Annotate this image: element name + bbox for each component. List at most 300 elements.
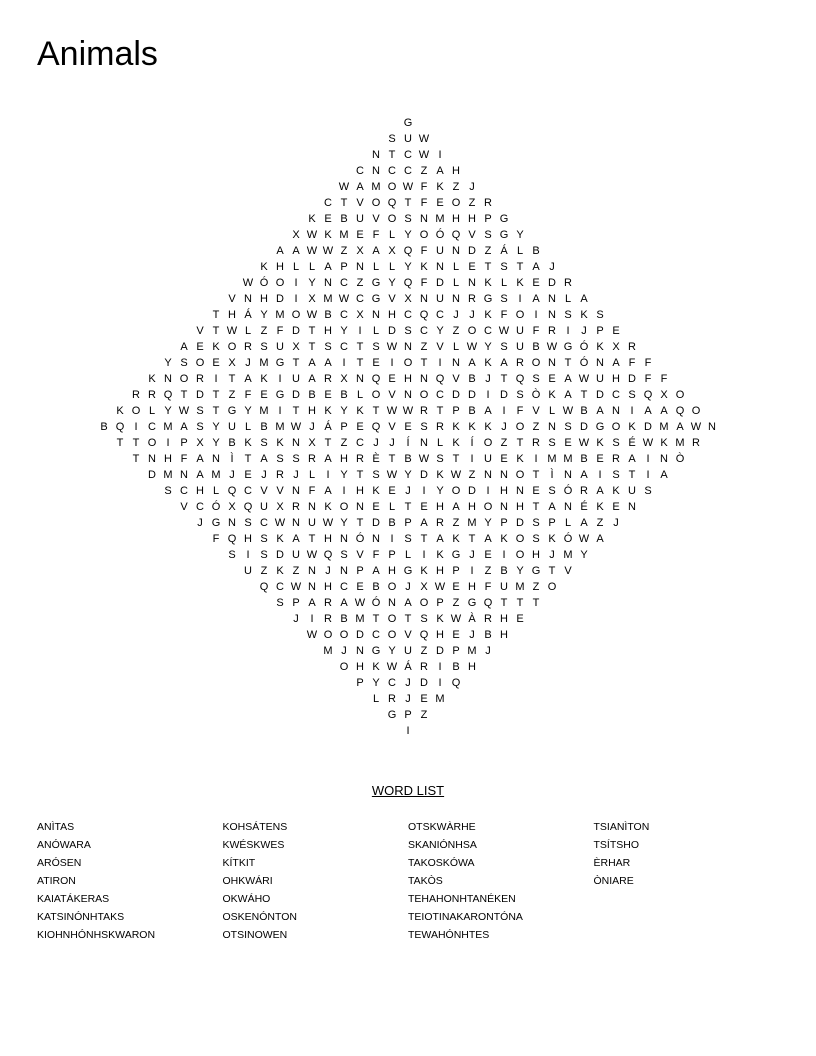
grid-letter: T [212,325,220,337]
grid-letter: N [500,501,508,513]
grid-letter: E [484,549,492,561]
grid-letter: U [276,341,284,353]
grid-letter: X [228,501,236,513]
grid-letter: B [468,405,476,417]
grid-letter: H [452,213,460,225]
grid-letter: G [387,709,397,721]
grid-letter: K [372,661,380,673]
grid-letter: H [500,613,508,625]
grid-letter: S [244,517,252,529]
grid-row [0,339,816,355]
grid-letter: K [660,437,668,449]
grid-letter: C [340,341,348,353]
grid-letter: G [275,357,285,369]
grid-letter: I [214,373,218,385]
grid-letter: N [164,373,172,385]
grid-letter: E [420,501,428,513]
grid-letter: B [532,245,540,257]
grid-letter: Y [484,517,492,529]
grid-letter: F [212,533,220,545]
grid-letter: I [486,389,490,401]
grid-letter: Z [228,389,236,401]
grid-letter: H [436,629,444,641]
grid-letter: H [468,213,476,225]
grid-letter: N [356,261,364,273]
grid-letter: I [422,549,426,561]
grid-letter: J [549,549,555,561]
grid-letter: D [644,421,652,433]
word-list-item: OTSKWÀRHE [408,821,476,833]
grid-letter: R [484,197,492,209]
grid-letter: W [466,341,478,353]
grid-letter: N [452,245,460,257]
grid-letter: W [450,469,462,481]
grid-letter: K [596,501,604,513]
grid-letter: K [484,421,492,433]
grid-letter: W [386,405,398,417]
grid-letter: E [596,453,604,465]
grid-letter: O [371,197,381,209]
grid-letter: S [596,309,604,321]
grid-letter: O [339,501,349,513]
grid-letter: A [580,469,588,481]
grid-letter: T [212,309,220,321]
grid-letter: T [516,261,524,273]
grid-row [0,323,816,339]
grid-letter: A [356,181,364,193]
grid-letter: B [580,405,588,417]
grid-letter: J [405,677,411,689]
grid-letter: R [628,341,636,353]
grid-row [0,595,816,611]
grid-letter: F [420,277,428,289]
grid-letter: X [612,341,620,353]
grid-letter: O [371,389,381,401]
grid-letter: X [276,501,284,513]
grid-letter: I [326,469,330,481]
grid-letter: J [261,469,267,481]
grid-letter: S [532,533,540,545]
grid-letter: P [452,405,460,417]
grid-letter: K [212,341,220,353]
grid-letter: Y [436,485,444,497]
grid-letter: K [356,405,364,417]
grid-letter: E [420,693,428,705]
grid-letter: U [516,325,524,337]
grid-letter: T [180,389,188,401]
grid-letter: D [276,549,284,561]
grid-letter: F [180,453,188,465]
grid-letter: E [372,357,380,369]
grid-letter: E [532,277,540,289]
grid-letter: R [324,373,332,385]
grid-letter: O [675,389,685,401]
grid-letter: N [596,357,604,369]
grid-letter: S [404,325,412,337]
page-title: Animals [37,35,158,73]
grid-letter: N [148,453,156,465]
grid-letter: G [499,229,509,241]
grid-letter: N [452,357,460,369]
grid-letter: Q [163,389,173,401]
grid-letter: K [436,613,444,625]
grid-letter: G [467,597,477,609]
grid-letter: A [308,597,316,609]
grid-letter: H [276,261,284,273]
grid-letter: X [292,341,300,353]
grid-letter: R [132,389,140,401]
grid-letter: C [356,165,364,177]
grid-letter: N [388,597,396,609]
grid-letter: O [451,197,461,209]
grid-letter: B [100,421,108,433]
word-list-item: TEIOTINAKARONTÓNA [408,911,523,923]
grid-letter: H [500,629,508,641]
grid-letter: K [612,485,620,497]
word-list-item: ARÓSEN [37,857,82,869]
grid-letter: V [532,405,540,417]
grid-letter: F [244,389,252,401]
grid-letter: D [196,389,204,401]
grid-letter: L [564,293,572,305]
grid-letter: P [452,645,460,657]
grid-letter: F [420,197,428,209]
grid-letter: W [306,549,318,561]
grid-letter: F [276,325,284,337]
grid-letter: V [388,389,396,401]
grid-letter: A [404,597,412,609]
grid-letter: C [388,165,396,177]
grid-letter: M [515,581,525,593]
grid-letter: Y [164,405,172,417]
grid-letter: Q [403,277,413,289]
grid-letter: D [468,245,476,257]
grid-letter: D [276,293,284,305]
grid-letter: J [373,437,379,449]
grid-letter: I [278,405,282,417]
grid-letter: P [404,709,412,721]
grid-letter: I [246,549,250,561]
grid-letter: M [467,517,477,529]
grid-letter: B [340,613,348,625]
grid-letter: C [324,197,332,209]
grid-letter: C [372,629,380,641]
grid-letter: U [292,373,300,385]
grid-letter: I [486,485,490,497]
grid-row [0,723,816,739]
grid-letter: K [452,421,460,433]
grid-letter: T [436,405,444,417]
grid-letter: I [358,325,362,337]
grid-letter: Y [372,677,380,689]
grid-letter: Y [404,469,412,481]
grid-row [0,707,816,723]
grid-letter: U [244,565,252,577]
grid-letter: S [564,309,572,321]
grid-letter: S [340,549,348,561]
grid-letter: R [484,613,492,625]
grid-letter: D [388,325,396,337]
grid-row [0,547,816,563]
grid-row [0,483,816,499]
grid-letter: M [563,549,573,561]
grid-letter: W [178,405,190,417]
grid-letter: J [197,517,203,529]
grid-letter: T [356,469,364,481]
grid-letter: W [402,405,414,417]
grid-letter: L [308,261,316,273]
grid-letter: A [436,533,444,545]
grid-letter: A [420,517,428,529]
grid-letter: B [484,629,492,641]
grid-letter: T [132,453,140,465]
grid-letter: I [630,405,634,417]
grid-letter: S [164,485,172,497]
grid-letter: S [372,469,380,481]
grid-letter: I [342,485,346,497]
grid-letter: I [310,613,314,625]
grid-letter: R [324,597,332,609]
grid-letter: F [372,229,380,241]
grid-row [0,243,816,259]
grid-letter: N [548,309,556,321]
grid-row [0,563,816,579]
grid-row [0,259,816,275]
grid-letter: O [515,549,525,561]
grid-letter: Y [484,341,492,353]
grid-letter: T [340,197,348,209]
grid-letter: T [356,357,364,369]
grid-letter: V [356,549,364,561]
grid-letter: V [452,373,460,385]
grid-row [0,275,816,291]
grid-letter: B [388,517,396,529]
grid-row [0,291,816,307]
grid-letter: C [340,581,348,593]
grid-letter: O [483,501,493,513]
grid-letter: A [372,565,380,577]
grid-letter: Z [596,517,604,529]
grid-row [0,659,816,675]
grid-letter: E [356,229,364,241]
grid-letter: C [404,165,412,177]
grid-letter: C [340,277,348,289]
grid-letter: Ì [230,453,234,465]
grid-letter: H [244,533,252,545]
grid-letter: R [612,453,620,465]
grid-letter: E [212,357,220,369]
grid-letter: Ò [675,453,685,465]
grid-letter: E [452,581,460,593]
grid-letter: S [628,389,636,401]
grid-letter: E [356,581,364,593]
grid-letter: A [580,517,588,529]
grid-letter: U [596,373,604,385]
grid-letter: C [356,437,364,449]
grid-letter: B [452,661,460,673]
grid-letter: B [580,453,588,465]
grid-letter: L [244,421,252,433]
grid-letter: K [420,565,428,577]
grid-letter: J [485,645,491,657]
grid-letter: B [500,565,508,577]
grid-letter: D [292,325,300,337]
grid-letter: O [403,357,413,369]
grid-letter: R [548,325,556,337]
grid-letter: V [356,197,364,209]
grid-letter: Z [260,565,268,577]
grid-letter: F [308,485,316,497]
grid-letter: E [500,453,508,465]
grid-letter: Ò [531,389,541,401]
grid-letter: N [436,261,444,273]
grid-letter: S [276,597,284,609]
grid-letter: X [420,581,428,593]
grid-letter: R [516,357,524,369]
grid-letter: T [388,149,396,161]
grid-letter: T [484,261,492,273]
grid-row [0,195,816,211]
grid-letter: Q [259,581,269,593]
grid-letter: L [452,261,460,273]
grid-letter: T [628,469,636,481]
grid-letter: A [612,357,620,369]
grid-letter: I [646,453,650,465]
grid-row [0,499,816,515]
grid-letter: X [308,293,316,305]
grid-letter: A [324,453,332,465]
grid-letter: T [404,613,412,625]
grid-letter: K [276,565,284,577]
grid-letter: D [436,277,444,289]
grid-letter: H [468,661,476,673]
word-list-item: ÒNIARE [593,875,634,887]
grid-row [0,371,816,387]
grid-letter: Z [420,645,428,657]
grid-letter: N [548,293,556,305]
grid-letter: A [196,453,204,465]
grid-letter: S [196,405,204,417]
grid-letter: I [502,405,506,417]
grid-row [0,211,816,227]
grid-letter: Ó [355,533,365,545]
grid-letter: T [500,373,508,385]
grid-letter: N [324,277,332,289]
grid-letter: Ó [563,485,573,497]
grid-letter: X [340,373,348,385]
grid-row [0,403,816,419]
grid-letter: S [532,373,540,385]
grid-row [0,611,816,627]
grid-letter: A [484,533,492,545]
grid-letter: S [260,549,268,561]
grid-letter: N [308,501,316,513]
grid-letter: H [196,485,204,497]
grid-letter: B [340,213,348,225]
grid-letter: G [531,565,541,577]
grid-letter: C [148,421,156,433]
grid-letter: W [274,517,286,529]
grid-letter: M [435,693,445,705]
grid-letter: S [500,261,508,273]
grid-letter: W [418,149,430,161]
grid-letter: R [436,421,444,433]
grid-letter: O [451,485,461,497]
grid-letter: Q [227,533,237,545]
grid-letter: H [324,533,332,545]
grid-letter: Z [340,245,348,257]
grid-letter: X [196,437,204,449]
grid-letter: J [293,469,299,481]
grid-letter: C [388,677,396,689]
grid-letter: N [180,469,188,481]
grid-letter: L [372,261,380,273]
grid-letter: X [308,437,316,449]
grid-letter: H [436,565,444,577]
grid-letter: Q [675,405,685,417]
grid-letter: Q [243,501,253,513]
grid-letter: I [502,549,506,561]
grid-letter: L [308,469,316,481]
grid-letter: G [371,277,381,289]
grid-letter: N [228,517,236,529]
grid-letter: M [323,293,333,305]
grid-letter: T [324,437,332,449]
grid-letter: K [308,213,316,225]
grid-letter: J [293,613,299,625]
grid-row [0,643,816,659]
grid-letter: K [276,533,284,545]
grid-letter: Y [516,565,524,577]
grid-letter: W [418,133,430,145]
grid-letter: Ó [371,597,381,609]
grid-letter: T [548,565,556,577]
grid-letter: T [356,517,364,529]
grid-letter: G [211,517,221,529]
grid-letter: Í [470,437,474,449]
grid-letter: E [452,629,460,641]
grid-letter: M [259,405,269,417]
grid-letter: H [164,453,172,465]
grid-letter: M [371,181,381,193]
grid-letter: F [420,245,428,257]
grid-letter: N [468,277,476,289]
grid-letter: K [148,373,156,385]
grid-row [0,627,816,643]
grid-letter: T [212,389,220,401]
grid-letter: U [404,645,412,657]
grid-letter: L [372,325,380,337]
grid-letter: M [675,437,685,449]
grid-letter: S [404,533,412,545]
grid-row [0,675,816,691]
grid-letter: À [468,613,476,625]
grid-letter: A [436,165,444,177]
grid-letter: H [356,661,364,673]
grid-letter: R [468,293,476,305]
grid-letter: D [356,629,364,641]
grid-letter: H [356,485,364,497]
grid-letter: N [564,469,572,481]
grid-letter: A [532,261,540,273]
grid-letter: L [148,405,156,417]
grid-letter: H [228,309,236,321]
grid-letter: J [405,581,411,593]
grid-letter: Q [323,549,333,561]
grid-letter: C [404,149,412,161]
grid-letter: S [516,389,524,401]
grid-letter: P [436,597,444,609]
